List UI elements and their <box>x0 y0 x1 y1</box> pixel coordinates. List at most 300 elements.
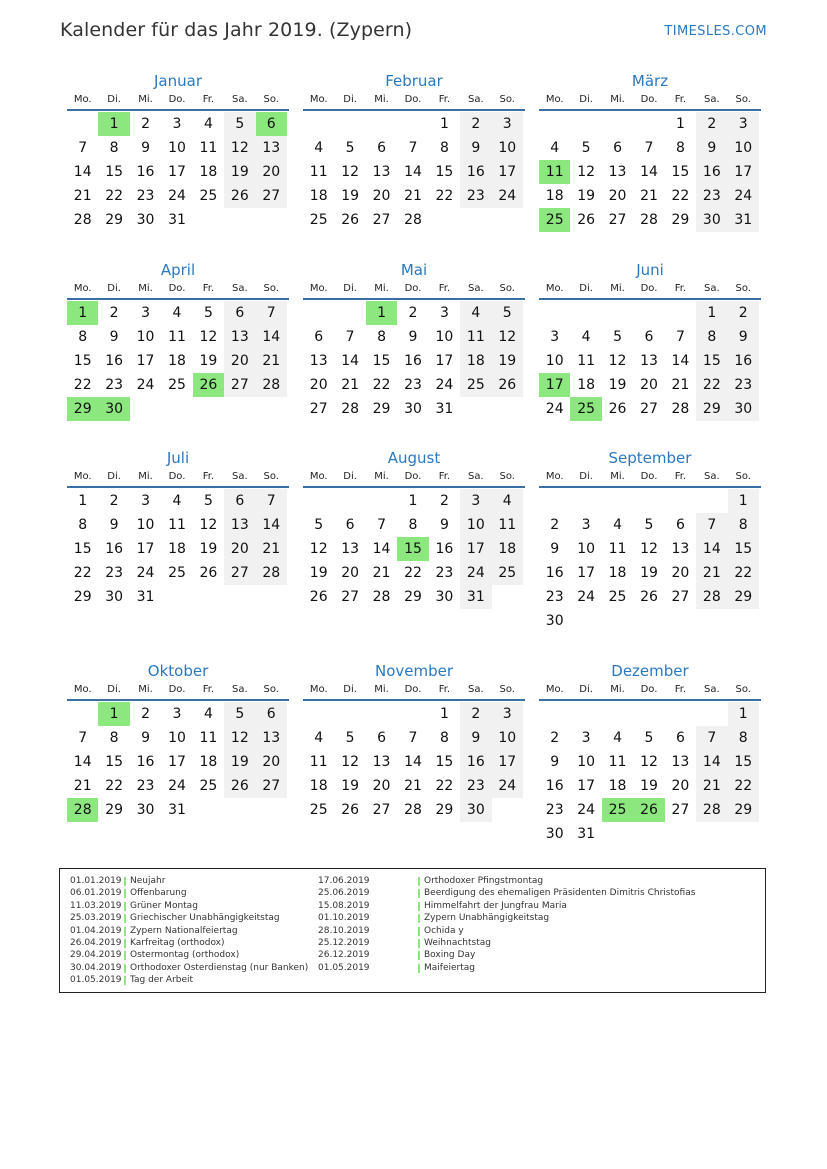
weekday-label: Fr. <box>674 684 687 695</box>
day-cell: 30 <box>435 589 454 605</box>
day-cell: 27 <box>372 802 391 818</box>
day-cell: 17 <box>460 537 491 561</box>
weekday-label: Fr. <box>438 283 451 294</box>
day-cell: 3 <box>439 305 449 321</box>
empty-cell <box>366 489 397 513</box>
day-cell: 2 <box>460 112 491 136</box>
day-cell: 13 <box>341 541 360 557</box>
day-cell: 6 <box>377 730 387 746</box>
holiday-date: 25.03.2019 <box>70 913 122 924</box>
empty-cell <box>539 489 570 513</box>
day-cell: 8 <box>728 726 759 750</box>
day-cell: 22 <box>105 188 124 204</box>
day-cell: 3 <box>728 112 759 136</box>
empty-cell <box>570 702 601 726</box>
day-cell: 1 <box>439 706 449 722</box>
day-cell: 30 <box>545 826 564 842</box>
holiday-marker <box>418 914 420 923</box>
holiday-day-cell: 30 <box>98 397 129 421</box>
day-cell: 29 <box>435 802 454 818</box>
day-grid <box>67 702 289 822</box>
day-cell: 9 <box>550 754 560 770</box>
day-cell: 28 <box>256 373 287 397</box>
day-cell: 21 <box>73 778 92 794</box>
month-name: November <box>374 662 454 680</box>
weekday-label: So. <box>263 471 279 482</box>
day-cell: 10 <box>460 513 491 537</box>
weekday-label: Mo. <box>309 684 328 695</box>
day-cell: 23 <box>696 184 727 208</box>
day-cell: 2 <box>696 112 727 136</box>
day-cell: 15 <box>728 750 759 774</box>
empty-cell <box>633 702 664 726</box>
day-cell: 29 <box>728 585 759 609</box>
holiday-marker <box>124 927 126 936</box>
holiday-day-cell: 26 <box>633 798 664 822</box>
day-cell: 12 <box>199 329 218 345</box>
day-cell: 5 <box>203 305 213 321</box>
holiday-marker <box>418 927 420 936</box>
day-cell: 27 <box>372 212 391 228</box>
day-cell: 5 <box>224 702 255 726</box>
empty-cell <box>303 301 334 325</box>
day-cell: 29 <box>728 798 759 822</box>
weekday-label: Mi. <box>138 94 153 105</box>
day-cell: 25 <box>168 565 186 581</box>
day-cell: 22 <box>105 778 124 794</box>
day-cell: 15 <box>73 541 92 557</box>
day-cell: 1 <box>696 301 727 325</box>
day-grid <box>67 489 289 609</box>
day-cell: 7 <box>408 730 418 746</box>
day-cell: 10 <box>168 140 186 156</box>
day-cell: 10 <box>492 136 523 160</box>
day-cell: 3 <box>492 112 523 136</box>
day-cell: 21 <box>640 188 658 204</box>
day-cell: 30 <box>460 798 491 822</box>
weekday-label: Mi. <box>374 684 389 695</box>
day-cell: 28 <box>341 401 360 417</box>
weekday-label: Do. <box>640 684 658 695</box>
weekday-label: Mo. <box>73 471 92 482</box>
day-cell: 21 <box>372 565 391 581</box>
day-cell: 28 <box>696 798 727 822</box>
month-name: April <box>160 261 196 279</box>
day-cell: 12 <box>199 517 218 533</box>
weekday-label: So. <box>263 283 279 294</box>
empty-cell <box>539 702 570 726</box>
day-cell: 27 <box>640 401 658 417</box>
day-cell: 6 <box>675 517 685 533</box>
empty-cell <box>397 702 428 726</box>
day-cell: 27 <box>671 589 690 605</box>
day-cell: 17 <box>136 541 155 557</box>
empty-cell <box>602 702 633 726</box>
empty-cell <box>67 112 98 136</box>
holiday-name: Orthodoxer Osterdienstag (nur Banken) <box>130 962 309 973</box>
holiday-day-cell: 1 <box>67 301 98 325</box>
day-cell: 14 <box>404 164 422 180</box>
empty-cell <box>303 112 334 136</box>
day-cell: 19 <box>224 160 255 184</box>
day-cell: 3 <box>492 702 523 726</box>
month-name: Oktober <box>147 662 209 680</box>
day-cell: 26 <box>309 589 328 605</box>
weekday-label: Di. <box>579 283 593 294</box>
day-grid <box>303 301 525 421</box>
day-cell: 11 <box>309 754 328 770</box>
day-cell: 14 <box>640 164 658 180</box>
day-cell: 30 <box>136 802 155 818</box>
empty-cell <box>570 489 601 513</box>
day-cell: 25 <box>309 212 328 228</box>
day-grid <box>67 112 289 232</box>
day-cell: 13 <box>372 164 391 180</box>
day-cell: 31 <box>435 401 454 417</box>
day-cell: 24 <box>136 377 155 393</box>
day-cell: 31 <box>168 802 186 818</box>
weekday-label: Do. <box>168 94 186 105</box>
weekday-label: So. <box>499 471 515 482</box>
day-cell: 20 <box>640 377 658 393</box>
day-cell: 21 <box>404 778 422 794</box>
day-cell: 10 <box>136 329 155 345</box>
weekday-label: Sa. <box>231 94 248 105</box>
month-calendar <box>539 449 761 633</box>
empty-cell <box>696 702 727 726</box>
day-cell: 7 <box>696 513 727 537</box>
day-cell: 14 <box>73 164 92 180</box>
day-cell: 16 <box>460 160 491 184</box>
day-cell: 18 <box>460 349 491 373</box>
day-cell: 27 <box>256 774 287 798</box>
holiday-date: 01.01.2019 <box>70 876 122 886</box>
day-cell: 20 <box>372 188 391 204</box>
day-cell: 14 <box>256 513 287 537</box>
day-cell: 7 <box>256 301 287 325</box>
day-cell: 5 <box>613 329 623 345</box>
empty-cell <box>602 112 633 136</box>
holiday-name: Ochida y <box>424 925 464 936</box>
day-cell: 29 <box>73 589 92 605</box>
month-name: Dezember <box>611 662 689 680</box>
day-cell: 11 <box>168 329 186 345</box>
day-cell: 15 <box>671 164 690 180</box>
day-cell: 20 <box>671 565 690 581</box>
day-cell: 31 <box>168 212 186 228</box>
day-cell: 5 <box>345 140 355 156</box>
day-cell: 8 <box>728 513 759 537</box>
day-cell: 7 <box>644 140 654 156</box>
day-cell: 18 <box>608 778 627 794</box>
empty-cell <box>539 301 570 325</box>
day-cell: 22 <box>728 561 759 585</box>
day-cell: 9 <box>109 517 119 533</box>
day-cell: 10 <box>577 754 596 770</box>
day-cell: 22 <box>73 377 92 393</box>
month-name: Februar <box>385 72 443 90</box>
day-cell: 16 <box>460 750 491 774</box>
weekday-header <box>303 92 525 111</box>
day-cell: 10 <box>577 541 596 557</box>
weekday-label: Do. <box>640 471 658 482</box>
day-cell: 15 <box>372 353 391 369</box>
day-cell: 24 <box>136 565 155 581</box>
day-cell: 20 <box>224 537 255 561</box>
weekday-label: So. <box>499 684 515 695</box>
holiday-name: Orthodoxer Pfingstmontag <box>424 876 544 886</box>
day-cell: 14 <box>404 754 422 770</box>
holiday-name: Maifeiertag <box>424 962 475 973</box>
day-cell: 27 <box>256 184 287 208</box>
day-cell: 3 <box>172 116 182 132</box>
holiday-date: 15.08.2019 <box>318 900 370 911</box>
holiday-name: Beerdigung des ehemaligen Präsidenten Dimitris Christofias <box>424 888 696 899</box>
weekday-header <box>67 682 289 701</box>
weekday-label: Fr. <box>202 471 215 482</box>
holiday-date: 01.04.2019 <box>70 925 122 936</box>
empty-cell <box>570 112 601 136</box>
holiday-marker <box>418 939 420 948</box>
weekday-label: Fr. <box>438 94 451 105</box>
day-cell: 20 <box>309 377 328 393</box>
weekday-label: Mi. <box>610 283 625 294</box>
weekday-label: Mo. <box>73 283 92 294</box>
weekday-label: Mo. <box>545 283 564 294</box>
holiday-name: Himmelfahrt der Jungfrau Maria <box>424 900 567 911</box>
day-cell: 9 <box>728 325 759 349</box>
day-cell: 27 <box>224 373 255 397</box>
day-cell: 14 <box>256 325 287 349</box>
weekday-header <box>303 469 525 488</box>
day-cell: 1 <box>675 116 685 132</box>
empty-cell <box>539 112 570 136</box>
weekday-label: Mi. <box>138 283 153 294</box>
weekday-label: Di. <box>343 471 357 482</box>
day-cell: 9 <box>408 329 418 345</box>
day-cell: 4 <box>492 489 523 513</box>
holiday-date: 25.12.2019 <box>318 937 370 948</box>
day-cell: 8 <box>377 329 387 345</box>
day-cell: 27 <box>341 589 360 605</box>
day-cell: 24 <box>577 802 596 818</box>
weekday-label: Mo. <box>73 94 92 105</box>
weekday-label: Do. <box>404 94 422 105</box>
weekday-header <box>539 469 761 488</box>
day-cell: 19 <box>199 541 218 557</box>
day-cell: 12 <box>492 325 523 349</box>
weekday-label: So. <box>499 94 515 105</box>
holiday-marker <box>418 951 420 960</box>
day-cell: 8 <box>109 140 119 156</box>
weekday-label: Mo. <box>309 283 328 294</box>
day-cell: 4 <box>581 329 591 345</box>
day-cell: 29 <box>671 212 690 228</box>
weekday-label: Fr. <box>202 684 215 695</box>
day-cell: 17 <box>168 164 186 180</box>
day-cell: 17 <box>136 353 155 369</box>
weekday-label: So. <box>263 94 279 105</box>
day-cell: 12 <box>640 754 658 770</box>
day-cell: 14 <box>372 541 391 557</box>
day-cell: 17 <box>492 160 523 184</box>
day-cell: 22 <box>372 377 391 393</box>
month-calendar <box>67 449 289 609</box>
day-cell: 13 <box>224 513 255 537</box>
holiday-date: 26.12.2019 <box>318 950 370 961</box>
day-cell: 22 <box>435 188 454 204</box>
day-cell: 25 <box>199 778 218 794</box>
holiday-name: Zypern Nationalfeiertag <box>130 925 238 936</box>
holiday-day-cell: 1 <box>366 301 397 325</box>
day-cell: 13 <box>224 325 255 349</box>
day-cell: 1 <box>728 489 759 513</box>
weekday-label: So. <box>735 94 751 105</box>
holiday-day-cell: 28 <box>67 798 98 822</box>
empty-cell <box>366 702 397 726</box>
day-cell: 26 <box>577 212 596 228</box>
day-cell: 26 <box>224 184 255 208</box>
weekday-label: Mi. <box>374 283 389 294</box>
weekday-label: Do. <box>168 283 186 294</box>
month-calendar <box>67 72 289 232</box>
weekday-label: Sa. <box>703 684 720 695</box>
day-cell: 21 <box>404 188 422 204</box>
day-cell: 20 <box>256 750 287 774</box>
day-cell: 31 <box>728 208 759 232</box>
day-cell: 20 <box>671 778 690 794</box>
day-cell: 8 <box>78 517 88 533</box>
weekday-label: Di. <box>343 283 357 294</box>
brand-link[interactable]: TIMESLES.COM <box>664 24 767 39</box>
day-cell: 13 <box>256 726 287 750</box>
weekday-header <box>303 281 525 300</box>
day-cell: 4 <box>172 305 182 321</box>
day-cell: 28 <box>372 589 391 605</box>
holiday-marker <box>124 902 126 911</box>
holiday-date: 26.04.2019 <box>70 937 122 948</box>
weekday-header <box>303 682 525 701</box>
weekday-label: Mo. <box>309 471 328 482</box>
day-cell: 15 <box>105 754 124 770</box>
day-cell: 23 <box>435 565 454 581</box>
day-grid <box>67 301 289 421</box>
weekday-label: Fr. <box>438 684 451 695</box>
day-cell: 1 <box>728 702 759 726</box>
day-cell: 18 <box>199 754 218 770</box>
month-calendar <box>539 72 761 232</box>
day-cell: 20 <box>224 349 255 373</box>
day-cell: 13 <box>640 353 658 369</box>
holiday-day-cell: 25 <box>539 208 570 232</box>
holiday-day-cell: 1 <box>98 702 129 726</box>
month-name: Juli <box>166 449 190 467</box>
holiday-date: 01.05.2019 <box>70 975 122 986</box>
day-cell: 5 <box>644 517 654 533</box>
day-cell: 9 <box>439 517 449 533</box>
day-cell: 7 <box>696 726 727 750</box>
holiday-name: Karfreitag (orthodox) <box>130 937 225 948</box>
day-cell: 11 <box>199 140 218 156</box>
day-cell: 10 <box>492 726 523 750</box>
weekday-header <box>67 469 289 488</box>
day-cell: 6 <box>224 489 255 513</box>
day-cell: 10 <box>435 329 454 345</box>
day-cell: 15 <box>728 537 759 561</box>
day-cell: 8 <box>78 329 88 345</box>
holiday-marker <box>124 889 126 898</box>
day-cell: 22 <box>671 188 690 204</box>
day-grid <box>303 112 525 232</box>
day-cell: 29 <box>696 397 727 421</box>
day-cell: 13 <box>372 754 391 770</box>
day-cell: 10 <box>168 730 186 746</box>
day-cell: 5 <box>203 493 213 509</box>
weekday-label: So. <box>263 684 279 695</box>
holiday-name: Neujahr <box>130 876 166 886</box>
month-calendar <box>303 261 525 421</box>
day-cell: 24 <box>168 778 186 794</box>
day-cell: 5 <box>314 517 324 533</box>
day-cell: 26 <box>224 774 255 798</box>
day-cell: 24 <box>460 561 491 585</box>
holiday-name: Offenbarung <box>130 888 187 899</box>
day-cell: 8 <box>439 140 449 156</box>
day-cell: 5 <box>345 730 355 746</box>
day-cell: 17 <box>492 750 523 774</box>
day-cell: 9 <box>460 726 491 750</box>
month-calendar <box>539 662 761 846</box>
weekday-label: Mo. <box>309 94 328 105</box>
holiday-marker <box>418 964 420 973</box>
holiday-name: Grüner Montag <box>130 900 198 911</box>
day-cell: 2 <box>141 116 151 132</box>
holiday-day-cell: 15 <box>397 537 428 561</box>
day-cell: 22 <box>404 565 422 581</box>
day-cell: 30 <box>136 212 155 228</box>
day-cell: 9 <box>460 136 491 160</box>
weekday-label: Di. <box>107 471 121 482</box>
weekday-label: Sa. <box>467 94 484 105</box>
day-cell: 14 <box>671 353 690 369</box>
weekday-label: Fr. <box>674 471 687 482</box>
day-cell: 25 <box>199 188 218 204</box>
day-cell: 9 <box>550 541 560 557</box>
day-cell: 12 <box>577 164 596 180</box>
day-cell: 12 <box>309 541 328 557</box>
day-cell: 4 <box>550 140 560 156</box>
weekday-label: Fr. <box>674 283 687 294</box>
day-grid <box>303 489 525 609</box>
day-cell: 17 <box>168 754 186 770</box>
day-cell: 7 <box>78 140 88 156</box>
day-cell: 13 <box>671 541 690 557</box>
weekday-label: Di. <box>107 283 121 294</box>
holiday-date: 11.03.2019 <box>70 900 122 911</box>
day-cell: 4 <box>460 301 491 325</box>
day-cell: 25 <box>460 373 491 397</box>
day-cell: 30 <box>728 397 759 421</box>
holiday-date: 06.01.2019 <box>70 888 122 899</box>
holiday-day-cell: 1 <box>98 112 129 136</box>
holiday-name: Tag der Arbeit <box>130 975 194 986</box>
day-cell: 28 <box>73 212 92 228</box>
day-cell: 5 <box>224 112 255 136</box>
day-cell: 16 <box>404 353 422 369</box>
day-cell: 24 <box>168 188 186 204</box>
day-cell: 21 <box>341 377 360 393</box>
holiday-day-cell: 11 <box>539 160 570 184</box>
